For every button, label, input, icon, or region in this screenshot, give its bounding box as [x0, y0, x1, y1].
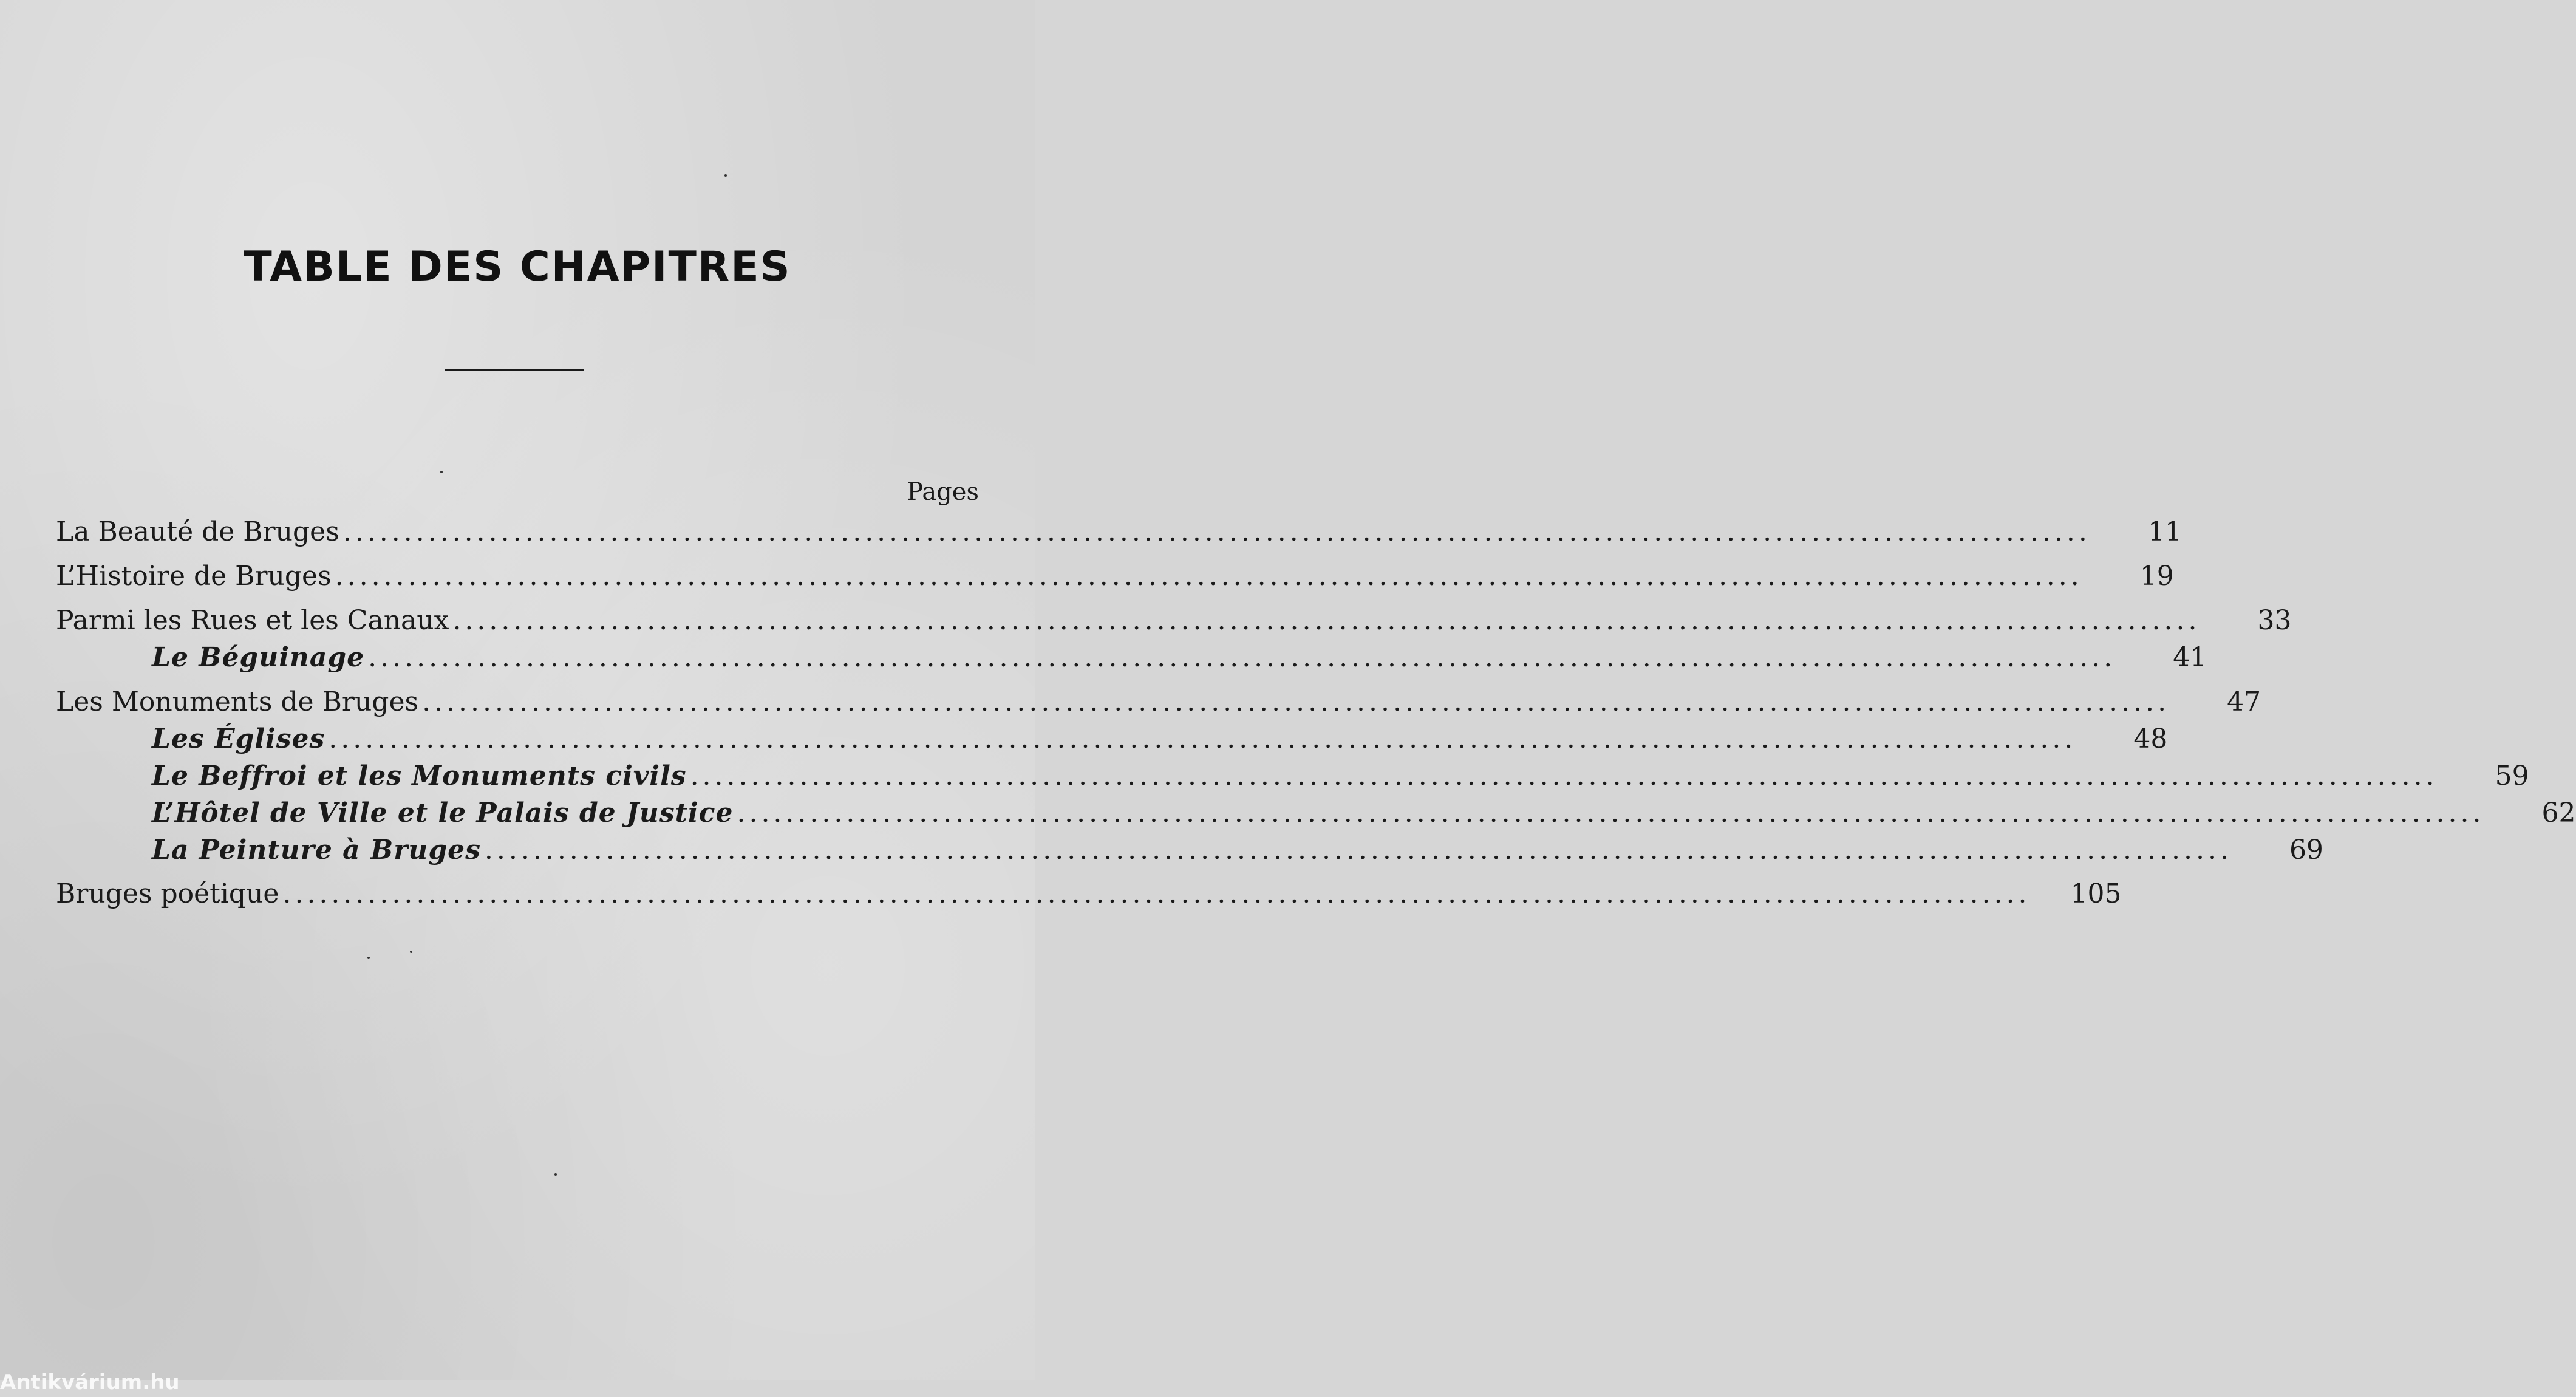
toc-entry-title: Le Beffroi et les Monuments civils: [152, 760, 687, 791]
toc-entry-page: 41: [2173, 642, 2207, 673]
title-divider: [445, 369, 584, 371]
toc-entry-page: 19: [2139, 561, 2174, 592]
toc-entry-title: La Beauté de Bruges: [56, 516, 339, 547]
toc-entry-page: 33: [2257, 605, 2292, 636]
dot-leader: ................................................................................................................................................: [422, 686, 2170, 717]
dot-leader: ................................................................................................................................................: [335, 561, 2083, 592]
toc-entry-title: Les Monuments de Bruges: [56, 686, 419, 717]
toc-entry-title: L’Hôtel de Ville et le Palais de Justice: [152, 798, 734, 828]
paper-speck: [724, 174, 727, 177]
toc-entry-title: Le Béguinage: [152, 642, 365, 673]
toc-entry: [56, 516, 2182, 550]
toc-entry: [56, 686, 2261, 720]
watermark: Antikvárium.hu: [0, 1370, 180, 1395]
toc-entry-title: Les Églises: [152, 723, 325, 754]
dot-leader: ................................................................................................................................................: [282, 878, 2031, 909]
toc-entry-page: 69: [2289, 835, 2323, 866]
dot-leader: ................................................................................................................................................: [368, 642, 2116, 673]
toc-subentry: [152, 798, 2576, 832]
toc-entry-title: Parmi les Rues et les Canaux: [56, 605, 449, 636]
toc-entry-title: L’Histoire de Bruges: [56, 561, 332, 592]
toc-entry-page: 48: [2133, 723, 2168, 754]
dot-leader: ................................................................................................................................................: [690, 760, 2438, 791]
toc-entry: [56, 878, 2122, 912]
toc-entry-page: 105: [2070, 878, 2122, 909]
toc-subentry: [152, 723, 2168, 757]
toc-subentry: [152, 642, 2207, 676]
dot-leader: ................................................................................................................................................: [737, 798, 2485, 828]
dot-leader: ................................................................................................................................................: [329, 723, 2077, 754]
dot-leader: ................................................................................................................................................: [452, 605, 2201, 636]
pages-column-header: Pages: [907, 478, 979, 506]
page-title: TABLE DES CHAPITRES: [244, 243, 791, 291]
paper-speck: [367, 957, 370, 959]
toc-entry: [56, 561, 2174, 595]
dot-leader: ................................................................................................................................................: [342, 516, 2091, 547]
toc-entry-title: La Peinture à Bruges: [152, 835, 481, 866]
paper-speck: [440, 471, 443, 473]
dot-leader: ................................................................................................................................................: [484, 835, 2232, 866]
toc-subentry: [152, 835, 2323, 869]
paper-speck: [554, 1173, 557, 1176]
toc-entry-page: 62: [2541, 798, 2576, 828]
toc-entry: [56, 605, 2292, 639]
paper-speck: [410, 951, 412, 953]
toc-entry-page: 47: [2227, 686, 2261, 717]
toc-subentry: [152, 760, 2529, 794]
toc-entry-title: Bruges poétique: [56, 878, 279, 909]
toc-entry-page: 11: [2147, 516, 2182, 547]
toc-entry-page: 59: [2495, 760, 2529, 791]
